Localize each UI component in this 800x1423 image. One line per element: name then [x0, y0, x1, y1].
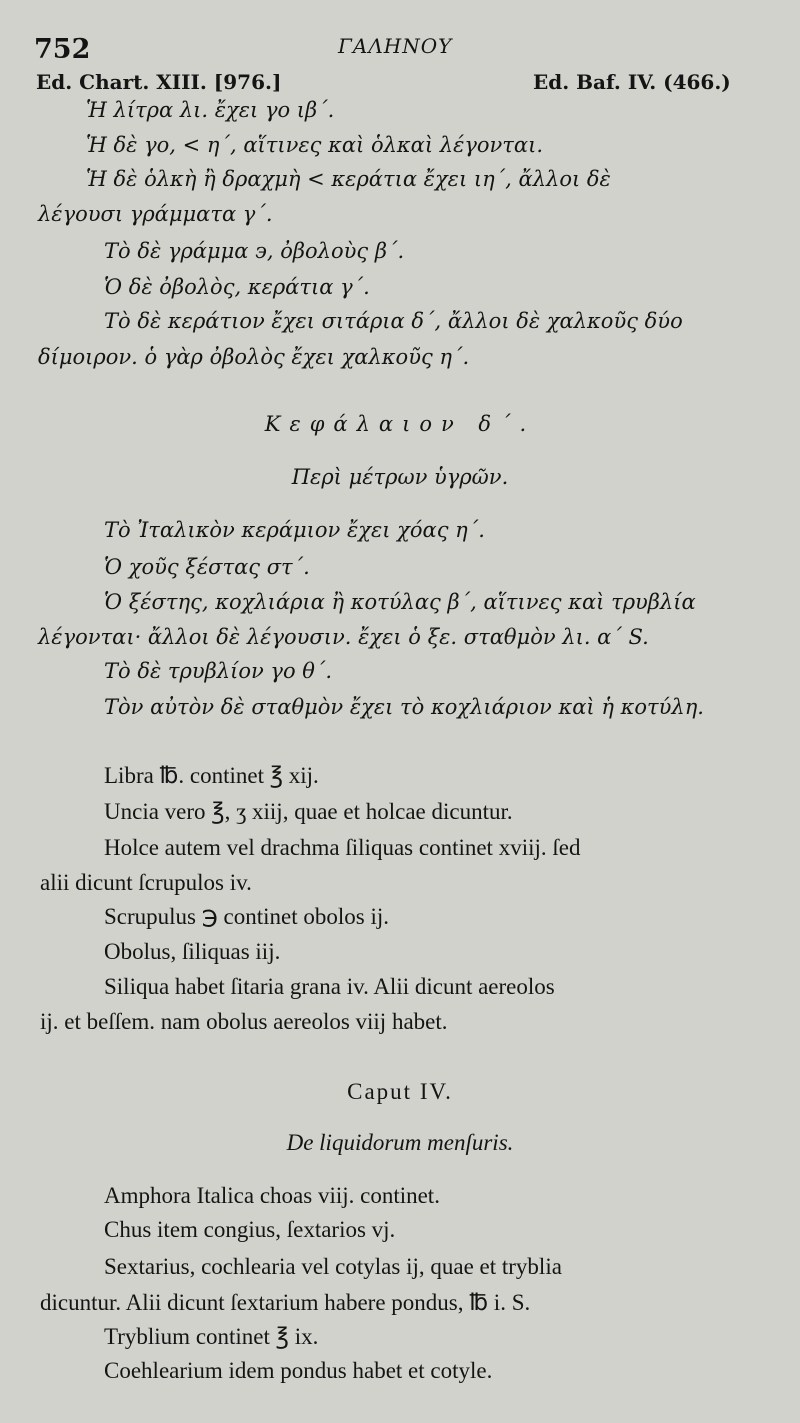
greek-line: Ὁ ξέστης, κοχλιάρια ἢ κοτύλας β΄, αἵτινες καὶ τρυβλία	[104, 590, 696, 614]
greek-line: Τὸν αὐτὸν δὲ σταθμὸν ἔχει τὸ κοχλιάριον καὶ ἡ κοτύλη.	[104, 695, 704, 719]
latin-line: dicuntur. Alii dicunt ſextarium habere pondus, ℔ i. S.	[40, 1290, 531, 1315]
latin-line: Holce autem vel drachma ſiliquas continet xviij. ſed	[104, 835, 581, 860]
latin-chapter-subtitle: De liquidorum menſuris.	[286, 1130, 514, 1155]
greek-chapter-subtitle: Περὶ μέτρων ὑγρῶν.	[291, 465, 509, 489]
latin-line: Chus item congius, ſextarios vj.	[104, 1217, 396, 1242]
greek-line: Ὁ χοῦς ξέστας στ΄.	[104, 555, 310, 579]
latin-line: ij. et beſſem. nam obolus aereolos viij habet.	[40, 1009, 448, 1034]
latin-line: Sextarius, cochlearia vel cotylas ij, quae et tryblia	[104, 1254, 562, 1279]
greek-line: Ἡ δὲ ὁλκὴ ἢ δραχμὴ < κεράτια ἔχει ιη΄, ἄλλοι δὲ	[86, 167, 611, 191]
latin-line: Obolus, ſiliquas iij.	[104, 939, 281, 964]
latin-line: Tryblium continet ℥ ix.	[104, 1324, 319, 1349]
latin-chapter-heading: Caput IV.	[347, 1079, 453, 1104]
greek-line: Ἡ δὲ γο, < η΄, αἵτινες καὶ ὁλκαὶ λέγονται.	[86, 133, 544, 157]
greek-line: δίμοιρον. ὁ γὰρ ὀβολὸς ἔχει χαλκοῦς η΄.	[38, 345, 470, 369]
latin-line: alii dicunt ſcrupulos iv.	[40, 870, 252, 895]
greek-line: Τὸ δὲ τρυβλίον γο θ΄.	[104, 659, 333, 683]
edition-right: Ed. Baf. IV. (466.)	[533, 70, 731, 94]
greek-line: Ἡ λίτρα λι. ἔχει γο ιβ΄.	[86, 98, 335, 122]
latin-line: Coehlearium idem pondus habet et cotyle.	[104, 1358, 493, 1383]
greek-chapter-heading: Κεφάλαιον δ΄.	[264, 412, 536, 436]
latin-line: Libra ℔. continet ℥ xij.	[104, 763, 319, 788]
latin-line: Uncia vero ℥, ʒ xiij, quae et holcae dicuntur.	[104, 799, 513, 824]
greek-line: Τὸ δὲ κεράτιον ἔχει σιτάρια δ΄, ἄλλοι δὲ χαλκοῦς δύο	[104, 309, 683, 333]
running-title: ΓΑΛΗΝΟΥ	[338, 34, 453, 58]
latin-line: Scrupulus ℈ continet obolos ij.	[104, 904, 390, 929]
edition-left: Ed. Chart. XIII. [976.]	[36, 70, 282, 94]
greek-line: Τὸ δὲ γράμμα ϶, ὀβολοὺς β΄.	[104, 239, 405, 263]
greek-line: Ὁ δὲ ὀβολὸς, κεράτια γ΄.	[104, 275, 370, 299]
page-number: 752	[34, 34, 91, 65]
latin-line: Amphora Italica choas viij. continet.	[104, 1183, 440, 1208]
greek-line: λέγουσι γράμματα γ΄.	[38, 202, 273, 226]
greek-line: Τὸ Ἰταλικὸν κεράμιον ἔχει χόας η΄.	[104, 518, 485, 542]
latin-line: Siliqua habet ſitaria grana iv. Alii dicunt aereolos	[104, 974, 555, 999]
greek-line: λέγονται· ἄλλοι δὲ λέγουσιν. ἔχει ὁ ξε. σταθμὸν λι. α΄ S.	[38, 625, 649, 649]
